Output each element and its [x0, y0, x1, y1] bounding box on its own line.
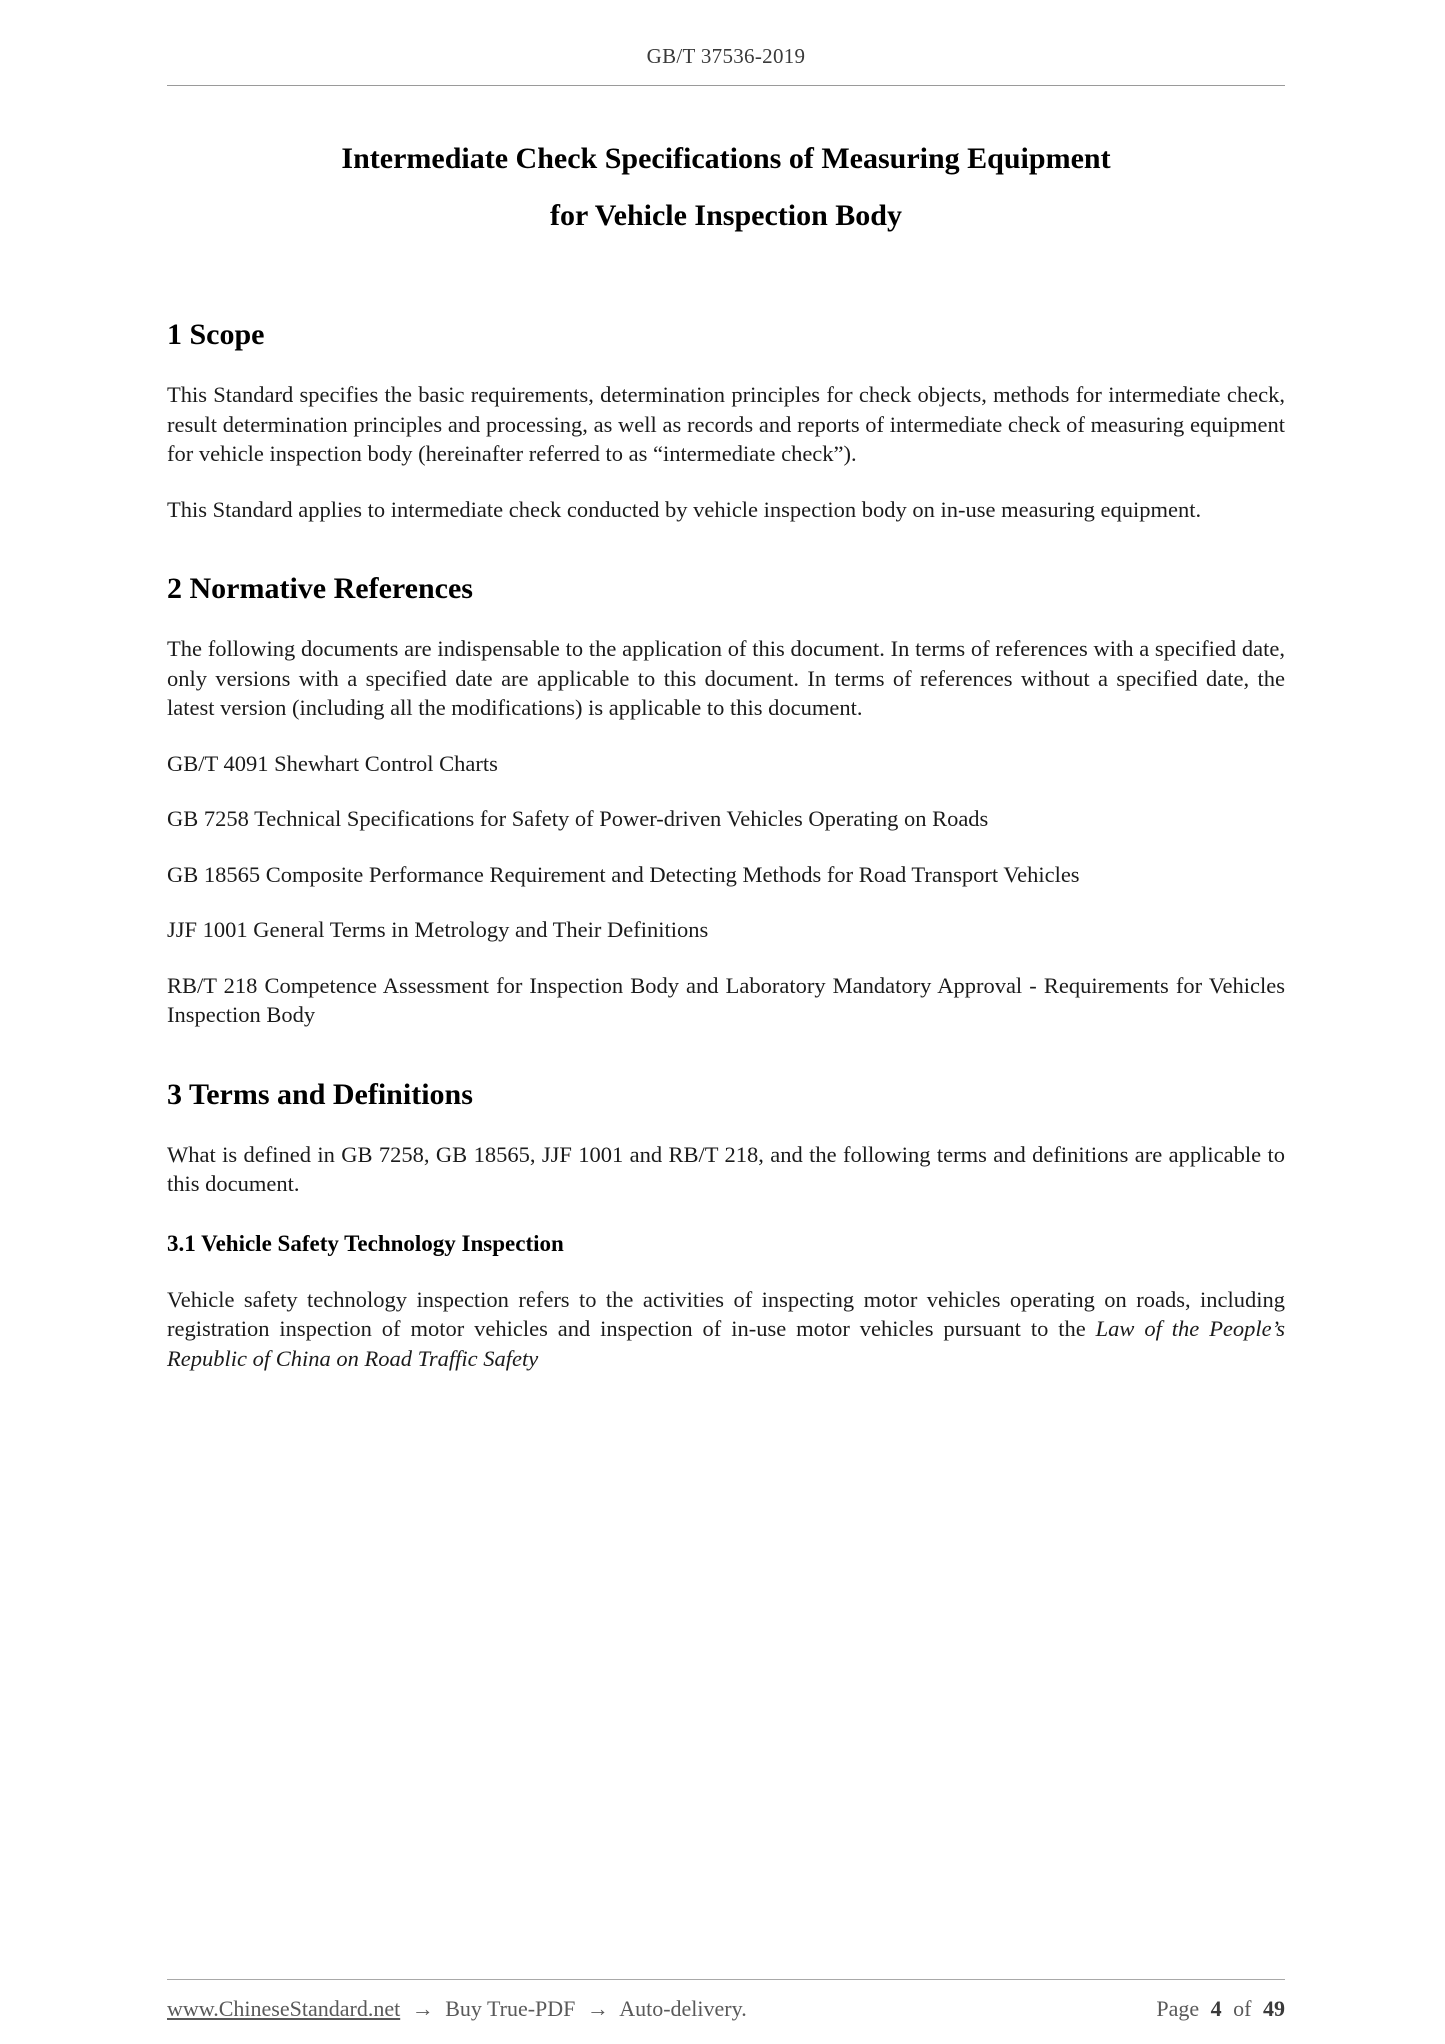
section-heading-terms-definitions: 3 Terms and Definitions — [167, 1077, 473, 1111]
section-heading-scope: 1 Scope — [167, 318, 265, 351]
page-current-number: 4 — [1210, 1996, 1222, 2021]
header-divider — [167, 85, 1285, 86]
reference-item: GB/T 4091 Shewhart Control Charts — [167, 750, 498, 776]
definition-law-title: Law of the People’s Republic of China on Road Traffic Safety — [167, 1316, 1286, 1371]
subsection-heading-vehicle-safety-inspection: 3.1 Vehicle Safety Technology Inspection — [167, 1230, 564, 1256]
scope-paragraph-1: This Standard specifies the basic requirements, determination principles for check objects, methods for intermediate check, result determination principles and processing, as well as records and reports of intermediate check of measuring equipment for vehicle inspection body (hereinafter referred to as “intermediate check”). — [167, 382, 1285, 466]
footer-delivery-label: Auto-delivery. — [619, 1996, 747, 2021]
page-label: Page — [1156, 1996, 1200, 2021]
scope-paragraph-2: This Standard applies to intermediate check conducted by vehicle inspection body on in-use measuring equipment. — [167, 496, 1202, 522]
page-content — [167, 0, 1285, 1373]
document-title-line2: for Vehicle Inspection Body — [550, 199, 902, 232]
footer-divider — [167, 1979, 1285, 1980]
page-footer — [167, 1979, 1285, 2044]
page-total-number: 49 — [1263, 1996, 1285, 2021]
section-heading-normative-references: 2 Normative References — [167, 572, 473, 605]
footer-left — [167, 1996, 753, 2022]
reference-item: GB 18565 Composite Performance Requirement and Detecting Methods for Road Transport Vehicles — [167, 861, 1080, 887]
definition-text: Vehicle safety technology inspection refers to the activities of inspecting motor vehicles operating on roads, including registration inspection of motor vehicles and inspection of in-use motor vehicles pursuant to the — [167, 1286, 1285, 1341]
arrow-icon: → — [586, 1996, 609, 2021]
reference-item: JJF 1001 General Terms in Metrology and Their Definitions — [167, 917, 709, 942]
normative-intro-paragraph: The following documents are indispensable to the application of this document. In terms of references with a specified date, only versions with a specified date are applicable to this document. In terms of references without a specified date, the latest version (including all the modifications) is applicable to this document. — [167, 636, 1285, 720]
terms-intro-paragraph: What is defined in GB 7258, GB 18565, JJF 1001 and RB/T 218, and the following terms and definitions are applicable to this document. — [167, 1141, 1285, 1196]
footer-buy-label: Buy True-PDF — [445, 1996, 576, 2021]
page-indicator — [1150, 1996, 1285, 2022]
footer-row — [167, 1996, 1285, 2044]
arrow-icon: → — [411, 1996, 434, 2021]
terms-definition-paragraph — [167, 1285, 1285, 1374]
document-title-line1: Intermediate Check Specifications of Measuring Equipment — [341, 142, 1111, 175]
reference-item: RB/T 218 Competence Assessment for Inspection Body and Laboratory Mandatory Approval - Requirements for Vehicles Inspection Body — [167, 972, 1285, 1027]
page-of-label: of — [1233, 1996, 1252, 2021]
document-title — [167, 130, 1285, 244]
page-header-doc-number: GB/T 37536-2019 — [646, 44, 806, 68]
reference-item: GB 7258 Technical Specifications for Safety of Power-driven Vehicles Operating on Roads — [167, 806, 989, 831]
footer-site-link[interactable]: www.ChineseStandard.net — [167, 1996, 401, 2021]
